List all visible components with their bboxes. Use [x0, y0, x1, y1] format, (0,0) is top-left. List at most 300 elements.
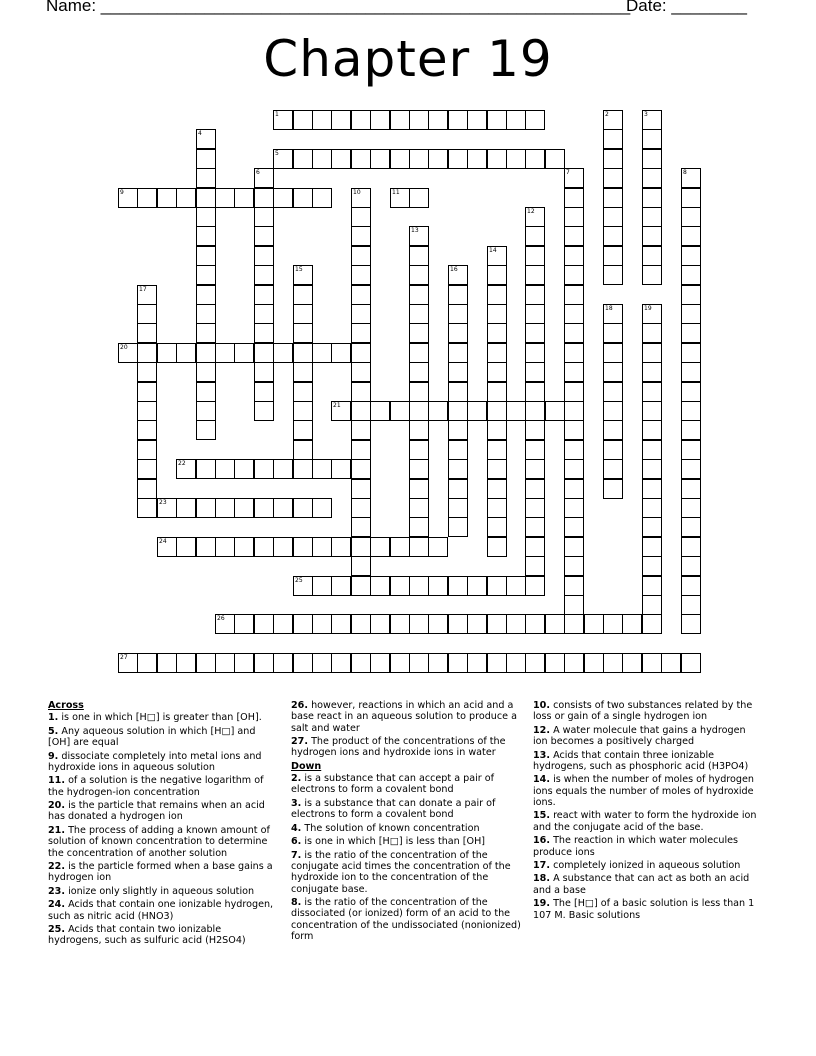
crossword-cell[interactable] — [525, 459, 545, 479]
crossword-cell[interactable] — [642, 459, 662, 479]
crossword-cell[interactable] — [564, 440, 584, 460]
crossword-cell[interactable] — [448, 343, 468, 363]
crossword-cell[interactable] — [564, 246, 584, 266]
crossword-cell[interactable] — [448, 479, 468, 499]
crossword-cell[interactable] — [525, 323, 545, 343]
crossword-cell[interactable] — [642, 479, 662, 499]
crossword-cell[interactable] — [196, 323, 216, 343]
crossword-cell[interactable] — [448, 362, 468, 382]
crossword-cell[interactable] — [603, 401, 623, 421]
crossword-cell[interactable] — [196, 343, 216, 363]
crossword-cell[interactable] — [254, 226, 274, 246]
crossword-cell[interactable] — [409, 188, 429, 208]
crossword-cell[interactable] — [448, 440, 468, 460]
crossword-cell[interactable] — [351, 304, 371, 324]
crossword-cell[interactable] — [293, 498, 313, 518]
crossword-cell[interactable] — [351, 420, 371, 440]
crossword-cell[interactable] — [312, 343, 332, 363]
crossword-cell[interactable] — [564, 168, 584, 188]
crossword-cell[interactable] — [564, 556, 584, 576]
crossword-cell[interactable] — [681, 537, 701, 557]
crossword-cell[interactable] — [196, 168, 216, 188]
crossword-cell[interactable] — [254, 207, 274, 227]
crossword-cell[interactable] — [428, 149, 448, 169]
crossword-cell[interactable] — [467, 614, 487, 634]
crossword-cell[interactable] — [331, 459, 351, 479]
crossword-cell[interactable] — [428, 653, 448, 673]
crossword-cell[interactable] — [564, 362, 584, 382]
crossword-cell[interactable] — [564, 517, 584, 537]
crossword-cell[interactable] — [525, 226, 545, 246]
crossword-cell[interactable] — [409, 149, 429, 169]
crossword-cell[interactable] — [293, 420, 313, 440]
crossword-cell[interactable] — [564, 401, 584, 421]
crossword-cell[interactable] — [351, 537, 371, 557]
crossword-cell[interactable] — [137, 440, 157, 460]
crossword-cell[interactable] — [215, 459, 235, 479]
crossword-cell[interactable] — [196, 401, 216, 421]
crossword-cell[interactable] — [137, 382, 157, 402]
crossword-cell[interactable] — [642, 614, 662, 634]
crossword-cell[interactable] — [448, 459, 468, 479]
crossword-cell[interactable] — [254, 382, 274, 402]
crossword-cell[interactable] — [525, 207, 545, 227]
crossword-cell[interactable] — [176, 188, 196, 208]
crossword-cell[interactable] — [564, 226, 584, 246]
crossword-cell[interactable] — [293, 188, 313, 208]
crossword-cell[interactable] — [215, 188, 235, 208]
crossword-cell[interactable] — [351, 110, 371, 130]
crossword-cell[interactable] — [525, 265, 545, 285]
crossword-cell[interactable] — [370, 576, 390, 596]
crossword-cell[interactable] — [390, 110, 410, 130]
crossword-cell[interactable] — [312, 537, 332, 557]
crossword-cell[interactable] — [351, 343, 371, 363]
crossword-cell[interactable] — [603, 382, 623, 402]
crossword-cell[interactable] — [564, 537, 584, 557]
crossword-cell[interactable] — [487, 362, 507, 382]
crossword-cell[interactable] — [293, 440, 313, 460]
crossword-cell[interactable] — [157, 188, 177, 208]
crossword-cell[interactable] — [487, 149, 507, 169]
crossword-cell[interactable] — [137, 188, 157, 208]
crossword-cell[interactable] — [293, 459, 313, 479]
crossword-cell[interactable] — [293, 614, 313, 634]
crossword-cell[interactable] — [564, 323, 584, 343]
crossword-cell[interactable] — [234, 459, 254, 479]
crossword-cell[interactable] — [390, 614, 410, 634]
crossword-cell[interactable] — [681, 265, 701, 285]
crossword-cell[interactable] — [254, 614, 274, 634]
crossword-cell[interactable] — [448, 517, 468, 537]
crossword-cell[interactable] — [390, 537, 410, 557]
crossword-cell[interactable] — [254, 401, 274, 421]
crossword-cell[interactable] — [370, 614, 390, 634]
crossword-cell[interactable] — [681, 401, 701, 421]
crossword-cell[interactable] — [448, 653, 468, 673]
crossword-cell[interactable] — [448, 110, 468, 130]
crossword-cell[interactable] — [137, 459, 157, 479]
crossword-cell[interactable] — [467, 110, 487, 130]
crossword-cell[interactable] — [176, 653, 196, 673]
crossword-cell[interactable] — [525, 343, 545, 363]
crossword-cell[interactable] — [467, 576, 487, 596]
crossword-cell[interactable] — [525, 517, 545, 537]
crossword-cell[interactable] — [215, 498, 235, 518]
crossword-cell[interactable] — [351, 382, 371, 402]
crossword-cell[interactable] — [137, 285, 157, 305]
crossword-cell[interactable] — [176, 498, 196, 518]
crossword-cell[interactable] — [545, 614, 565, 634]
crossword-cell[interactable] — [681, 556, 701, 576]
crossword-cell[interactable] — [564, 304, 584, 324]
crossword-cell[interactable] — [293, 149, 313, 169]
crossword-cell[interactable] — [681, 207, 701, 227]
crossword-cell[interactable] — [603, 323, 623, 343]
crossword-cell[interactable] — [157, 498, 177, 518]
crossword-cell[interactable] — [331, 343, 351, 363]
crossword-cell[interactable] — [157, 343, 177, 363]
crossword-cell[interactable] — [525, 614, 545, 634]
crossword-cell[interactable] — [409, 401, 429, 421]
crossword-cell[interactable] — [293, 323, 313, 343]
crossword-cell[interactable] — [525, 362, 545, 382]
crossword-cell[interactable] — [428, 110, 448, 130]
crossword-cell[interactable] — [137, 304, 157, 324]
crossword-cell[interactable] — [409, 110, 429, 130]
crossword-cell[interactable] — [351, 149, 371, 169]
crossword-cell[interactable] — [312, 653, 332, 673]
crossword-cell[interactable] — [681, 498, 701, 518]
crossword-cell[interactable] — [176, 343, 196, 363]
crossword-cell[interactable] — [196, 362, 216, 382]
crossword-cell[interactable] — [448, 382, 468, 402]
crossword-cell[interactable] — [525, 556, 545, 576]
crossword-cell[interactable] — [564, 265, 584, 285]
crossword-cell[interactable] — [254, 498, 274, 518]
crossword-cell[interactable] — [642, 595, 662, 615]
crossword-cell[interactable] — [254, 168, 274, 188]
crossword-cell[interactable] — [506, 614, 526, 634]
crossword-cell[interactable] — [254, 304, 274, 324]
crossword-cell[interactable] — [351, 207, 371, 227]
crossword-cell[interactable] — [603, 459, 623, 479]
crossword-cell[interactable] — [331, 401, 351, 421]
crossword-cell[interactable] — [487, 265, 507, 285]
crossword-cell[interactable] — [661, 653, 681, 673]
crossword-cell[interactable] — [681, 653, 701, 673]
crossword-cell[interactable] — [196, 207, 216, 227]
crossword-cell[interactable] — [642, 323, 662, 343]
crossword-cell[interactable] — [351, 517, 371, 537]
crossword-cell[interactable] — [487, 459, 507, 479]
crossword-cell[interactable] — [564, 382, 584, 402]
crossword-cell[interactable] — [351, 576, 371, 596]
crossword-cell[interactable] — [370, 537, 390, 557]
crossword-cell[interactable] — [681, 595, 701, 615]
crossword-cell[interactable] — [603, 110, 623, 130]
crossword-cell[interactable] — [681, 362, 701, 382]
crossword-cell[interactable] — [545, 149, 565, 169]
crossword-cell[interactable] — [642, 246, 662, 266]
crossword-cell[interactable] — [487, 576, 507, 596]
crossword-cell[interactable] — [215, 343, 235, 363]
crossword-cell[interactable] — [293, 382, 313, 402]
crossword-cell[interactable] — [293, 537, 313, 557]
crossword-cell[interactable] — [525, 420, 545, 440]
crossword-cell[interactable] — [428, 614, 448, 634]
crossword-cell[interactable] — [603, 168, 623, 188]
crossword-cell[interactable] — [642, 653, 662, 673]
crossword-cell[interactable] — [681, 517, 701, 537]
crossword-cell[interactable] — [642, 382, 662, 402]
crossword-cell[interactable] — [642, 207, 662, 227]
crossword-cell[interactable] — [351, 459, 371, 479]
crossword-cell[interactable] — [564, 459, 584, 479]
crossword-cell[interactable] — [642, 149, 662, 169]
crossword-cell[interactable] — [681, 479, 701, 499]
crossword-cell[interactable] — [642, 362, 662, 382]
crossword-cell[interactable] — [273, 537, 293, 557]
crossword-cell[interactable] — [234, 188, 254, 208]
crossword-cell[interactable] — [506, 576, 526, 596]
crossword-cell[interactable] — [506, 401, 526, 421]
crossword-cell[interactable] — [506, 149, 526, 169]
crossword-cell[interactable] — [157, 653, 177, 673]
crossword-cell[interactable] — [293, 653, 313, 673]
crossword-cell[interactable] — [409, 440, 429, 460]
crossword-cell[interactable] — [642, 420, 662, 440]
crossword-cell[interactable] — [603, 614, 623, 634]
crossword-cell[interactable] — [642, 440, 662, 460]
crossword-cell[interactable] — [448, 498, 468, 518]
crossword-cell[interactable] — [642, 129, 662, 149]
crossword-cell[interactable] — [681, 382, 701, 402]
crossword-cell[interactable] — [409, 614, 429, 634]
crossword-cell[interactable] — [448, 304, 468, 324]
crossword-cell[interactable] — [137, 362, 157, 382]
crossword-cell[interactable] — [370, 110, 390, 130]
crossword-cell[interactable] — [273, 110, 293, 130]
crossword-cell[interactable] — [409, 285, 429, 305]
crossword-cell[interactable] — [254, 362, 274, 382]
crossword-cell[interactable] — [370, 653, 390, 673]
crossword-cell[interactable] — [273, 498, 293, 518]
crossword-cell[interactable] — [681, 459, 701, 479]
crossword-cell[interactable] — [564, 285, 584, 305]
crossword-cell[interactable] — [448, 614, 468, 634]
crossword-cell[interactable] — [428, 537, 448, 557]
crossword-cell[interactable] — [351, 265, 371, 285]
crossword-cell[interactable] — [642, 576, 662, 596]
crossword-cell[interactable] — [196, 285, 216, 305]
crossword-cell[interactable] — [487, 440, 507, 460]
crossword-cell[interactable] — [351, 323, 371, 343]
crossword-cell[interactable] — [215, 537, 235, 557]
crossword-cell[interactable] — [409, 576, 429, 596]
crossword-cell[interactable] — [351, 285, 371, 305]
crossword-cell[interactable] — [487, 343, 507, 363]
crossword-cell[interactable] — [409, 517, 429, 537]
crossword-cell[interactable] — [467, 653, 487, 673]
crossword-cell[interactable] — [642, 517, 662, 537]
crossword-cell[interactable] — [487, 304, 507, 324]
crossword-cell[interactable] — [312, 188, 332, 208]
crossword-cell[interactable] — [487, 420, 507, 440]
crossword-cell[interactable] — [487, 498, 507, 518]
crossword-cell[interactable] — [273, 653, 293, 673]
crossword-cell[interactable] — [137, 323, 157, 343]
crossword-cell[interactable] — [234, 614, 254, 634]
crossword-cell[interactable] — [254, 246, 274, 266]
crossword-cell[interactable] — [428, 401, 448, 421]
crossword-cell[interactable] — [137, 401, 157, 421]
crossword-cell[interactable] — [642, 188, 662, 208]
crossword-cell[interactable] — [351, 401, 371, 421]
crossword-cell[interactable] — [196, 420, 216, 440]
crossword-cell[interactable] — [467, 401, 487, 421]
crossword-cell[interactable] — [564, 498, 584, 518]
crossword-cell[interactable] — [681, 246, 701, 266]
crossword-cell[interactable] — [254, 343, 274, 363]
crossword-cell[interactable] — [525, 304, 545, 324]
crossword-cell[interactable] — [196, 149, 216, 169]
crossword-cell[interactable] — [622, 653, 642, 673]
crossword-cell[interactable] — [390, 149, 410, 169]
crossword-cell[interactable] — [351, 246, 371, 266]
crossword-cell[interactable] — [196, 226, 216, 246]
crossword-cell[interactable] — [157, 537, 177, 557]
crossword-cell[interactable] — [215, 614, 235, 634]
crossword-cell[interactable] — [642, 401, 662, 421]
crossword-cell[interactable] — [254, 265, 274, 285]
crossword-cell[interactable] — [681, 323, 701, 343]
crossword-cell[interactable] — [448, 576, 468, 596]
crossword-cell[interactable] — [603, 479, 623, 499]
crossword-cell[interactable] — [351, 188, 371, 208]
crossword-cell[interactable] — [545, 401, 565, 421]
crossword-cell[interactable] — [312, 149, 332, 169]
crossword-cell[interactable] — [312, 498, 332, 518]
crossword-cell[interactable] — [681, 576, 701, 596]
crossword-cell[interactable] — [564, 420, 584, 440]
crossword-cell[interactable] — [312, 614, 332, 634]
crossword-cell[interactable] — [196, 498, 216, 518]
crossword-cell[interactable] — [603, 265, 623, 285]
crossword-cell[interactable] — [409, 323, 429, 343]
crossword-cell[interactable] — [234, 537, 254, 557]
crossword-cell[interactable] — [409, 498, 429, 518]
crossword-cell[interactable] — [176, 459, 196, 479]
crossword-cell[interactable] — [525, 479, 545, 499]
crossword-cell[interactable] — [564, 653, 584, 673]
crossword-cell[interactable] — [351, 498, 371, 518]
crossword-cell[interactable] — [390, 188, 410, 208]
crossword-cell[interactable] — [448, 265, 468, 285]
crossword-cell[interactable] — [176, 537, 196, 557]
crossword-cell[interactable] — [487, 517, 507, 537]
crossword-cell[interactable] — [293, 304, 313, 324]
crossword-cell[interactable] — [622, 614, 642, 634]
crossword-cell[interactable] — [409, 343, 429, 363]
crossword-cell[interactable] — [487, 401, 507, 421]
crossword-cell[interactable] — [293, 110, 313, 130]
crossword-cell[interactable] — [642, 110, 662, 130]
crossword-cell[interactable] — [273, 149, 293, 169]
crossword-cell[interactable] — [448, 149, 468, 169]
crossword-cell[interactable] — [273, 343, 293, 363]
crossword-cell[interactable] — [409, 382, 429, 402]
crossword-cell[interactable] — [351, 362, 371, 382]
crossword-cell[interactable] — [487, 537, 507, 557]
crossword-cell[interactable] — [409, 653, 429, 673]
crossword-cell[interactable] — [467, 149, 487, 169]
crossword-cell[interactable] — [312, 459, 332, 479]
crossword-cell[interactable] — [642, 168, 662, 188]
crossword-cell[interactable] — [603, 420, 623, 440]
crossword-cell[interactable] — [525, 401, 545, 421]
crossword-cell[interactable] — [293, 343, 313, 363]
crossword-cell[interactable] — [681, 420, 701, 440]
crossword-cell[interactable] — [487, 614, 507, 634]
crossword-cell[interactable] — [642, 498, 662, 518]
crossword-cell[interactable] — [409, 420, 429, 440]
crossword-cell[interactable] — [293, 285, 313, 305]
crossword-cell[interactable] — [564, 343, 584, 363]
crossword-cell[interactable] — [331, 653, 351, 673]
crossword-cell[interactable] — [196, 653, 216, 673]
crossword-cell[interactable] — [603, 129, 623, 149]
crossword-cell[interactable] — [293, 576, 313, 596]
crossword-cell[interactable] — [390, 653, 410, 673]
crossword-cell[interactable] — [215, 653, 235, 673]
crossword-cell[interactable] — [448, 285, 468, 305]
crossword-cell[interactable] — [525, 440, 545, 460]
crossword-cell[interactable] — [487, 110, 507, 130]
crossword-cell[interactable] — [409, 362, 429, 382]
crossword-cell[interactable] — [370, 149, 390, 169]
crossword-cell[interactable] — [351, 556, 371, 576]
crossword-cell[interactable] — [642, 265, 662, 285]
crossword-cell[interactable] — [331, 537, 351, 557]
crossword-cell[interactable] — [584, 653, 604, 673]
crossword-cell[interactable] — [525, 576, 545, 596]
crossword-cell[interactable] — [409, 479, 429, 499]
crossword-cell[interactable] — [254, 188, 274, 208]
crossword-cell[interactable] — [428, 576, 448, 596]
crossword-cell[interactable] — [196, 537, 216, 557]
crossword-cell[interactable] — [351, 440, 371, 460]
crossword-cell[interactable] — [293, 362, 313, 382]
crossword-cell[interactable] — [564, 595, 584, 615]
crossword-cell[interactable] — [351, 614, 371, 634]
crossword-cell[interactable] — [331, 110, 351, 130]
crossword-cell[interactable] — [525, 537, 545, 557]
crossword-cell[interactable] — [603, 304, 623, 324]
crossword-cell[interactable] — [681, 304, 701, 324]
crossword-cell[interactable] — [525, 285, 545, 305]
crossword-cell[interactable] — [234, 498, 254, 518]
crossword-cell[interactable] — [409, 246, 429, 266]
crossword-cell[interactable] — [137, 653, 157, 673]
crossword-cell[interactable] — [545, 653, 565, 673]
crossword-cell[interactable] — [390, 576, 410, 596]
crossword-cell[interactable] — [506, 110, 526, 130]
crossword-cell[interactable] — [254, 537, 274, 557]
crossword-cell[interactable] — [603, 188, 623, 208]
crossword-cell[interactable] — [448, 323, 468, 343]
crossword-cell[interactable] — [525, 246, 545, 266]
